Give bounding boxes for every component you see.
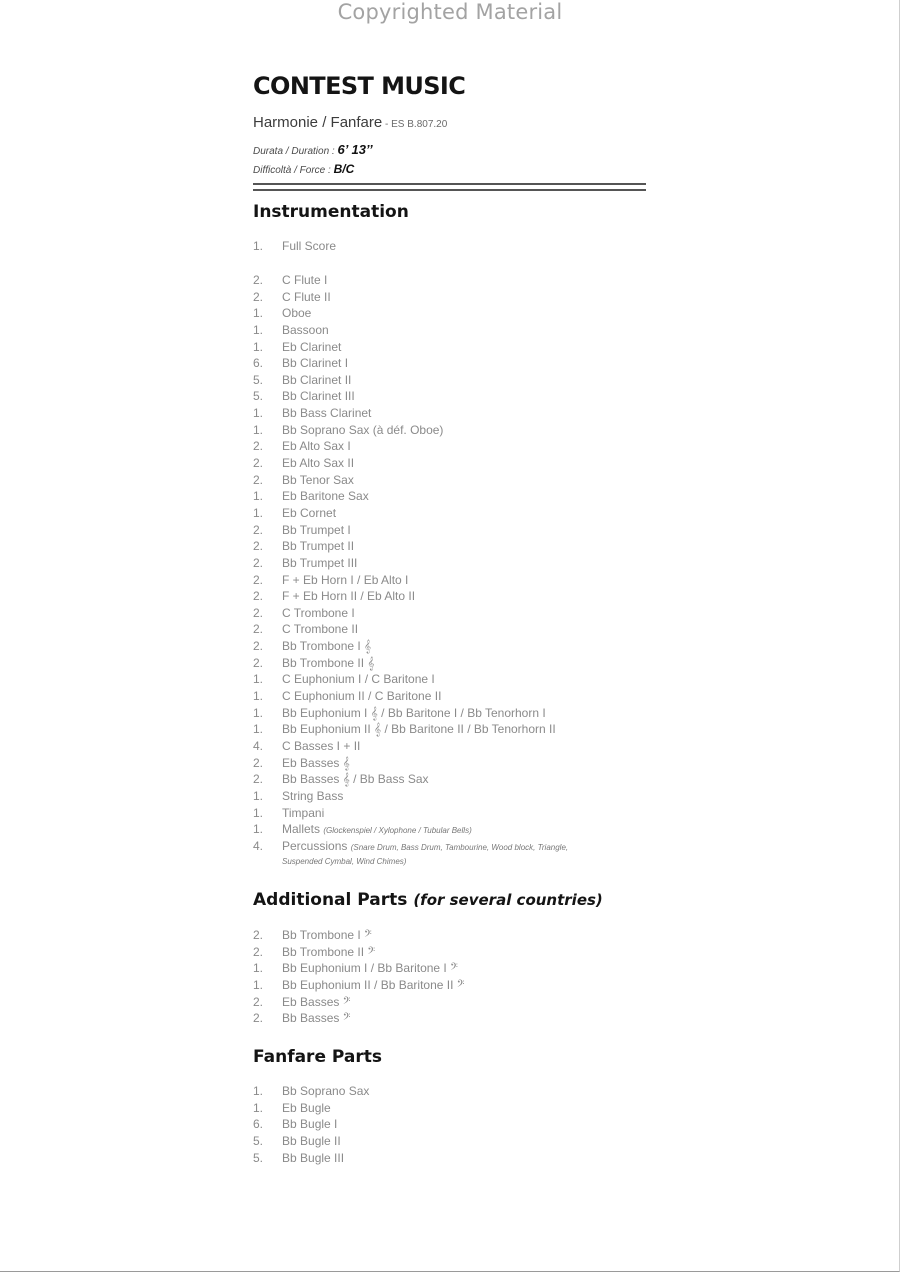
part-quantity: 6. [253, 356, 264, 371]
part-quantity: 1. [253, 406, 264, 421]
part-name-main: Percussions [282, 838, 348, 853]
part-quantity: 2. [253, 639, 264, 654]
part-detail: (Glockenspiel / Xylophone / Tubular Bells) [323, 826, 472, 835]
additional-parts-note: (for several countries) [413, 891, 603, 909]
part-name: F + Eb Horn I / Eb Alto I [282, 572, 409, 587]
part-detail: (Snare Drum, Bass Drum, Tambourine, Wood block, Triangle, [350, 842, 569, 852]
part-name: C Flute II [282, 289, 331, 304]
part-name: C Trombone I [282, 605, 355, 620]
duration-line [253, 142, 373, 157]
part-name: Bb Bugle II [282, 1133, 341, 1148]
edition-label: Harmonie / Fanfare [253, 114, 383, 131]
part-quantity: 1. [253, 239, 264, 253]
catalog-code: ES B.807.20 [391, 119, 448, 130]
part-quantity: 2. [253, 928, 264, 942]
part-name: Eb Basses 𝄞 [282, 755, 350, 770]
part-quantity: 2. [253, 522, 264, 537]
part-name: C Flute I [282, 273, 328, 287]
part-quantity: 1. [253, 689, 264, 704]
part-name: Bb Trombone II 𝄞 [282, 655, 375, 670]
header-divider [253, 189, 646, 191]
part-name: Bb Soprano Sax [282, 1084, 370, 1098]
edition-subtitle [253, 114, 447, 131]
part-quantity: 1. [253, 672, 264, 687]
part-quantity: 5. [253, 372, 264, 387]
part-name: Full Score [282, 239, 337, 253]
additional-parts-heading [253, 890, 603, 910]
part-quantity: 2. [253, 622, 264, 637]
copyright-watermark: Copyrighted Material [337, 0, 563, 24]
part-quantity: 2. [253, 944, 264, 959]
part-quantity: 1. [253, 977, 264, 992]
part-name: Bb Euphonium II 𝄞 / Bb Baritone II / Bb Tenorhorn II [282, 722, 556, 737]
part-quantity: 2. [253, 456, 264, 471]
part-name: Bb Euphonium II / Bb Baritone II 𝄢 [282, 977, 465, 992]
part-name: Eb Alto Sax II [282, 456, 355, 471]
part-name: Bb Bugle I [282, 1117, 338, 1132]
part-quantity: 4. [253, 738, 264, 753]
part-name: Timpani [282, 805, 325, 820]
part-name: Bb Basses 𝄞 / Bb Bass Sax [282, 772, 429, 787]
part-quantity: 2. [253, 539, 264, 554]
part-detail-continued: Suspended Cymbal, Wind Chimes) [282, 856, 407, 866]
instrumentation-heading: Instrumentation [253, 202, 409, 222]
part-quantity: 2. [253, 1011, 264, 1026]
part-quantity: 1. [253, 822, 264, 836]
part-quantity: 1. [253, 1100, 264, 1115]
part-quantity: 2. [253, 273, 264, 287]
part-name: Eb Bugle [282, 1100, 331, 1115]
part-quantity: 2. [253, 472, 264, 487]
part-name: Bb Clarinet I [282, 356, 349, 371]
part-quantity: 4. [253, 838, 264, 853]
part-name: Eb Basses 𝄢 [282, 994, 351, 1009]
part-quantity: 1. [253, 805, 264, 820]
part-name: Bb Trumpet III [282, 555, 358, 570]
part-name: Eb Alto Sax I [282, 439, 351, 454]
part-quantity: 1. [253, 489, 264, 504]
part-name: Bb Clarinet II [282, 372, 352, 387]
part-quantity: 2. [253, 655, 264, 670]
part-quantity: 1. [253, 339, 264, 354]
part-name: Oboe [282, 306, 312, 321]
part-name: Bb Bugle III [282, 1150, 345, 1165]
part-quantity: 2. [253, 289, 264, 304]
part-quantity: 1. [253, 1084, 264, 1098]
part-quantity: 2. [253, 605, 264, 620]
part-name: Bb Euphonium I / Bb Baritone I 𝄢 [282, 961, 458, 976]
part-quantity: 1. [253, 961, 264, 976]
part-quantity: 2. [253, 555, 264, 570]
fanfare-parts-heading: Fanfare Parts [253, 1047, 382, 1067]
part-quantity: 5. [253, 1133, 264, 1148]
part-quantity: 1. [253, 722, 264, 737]
part-name: Bb Euphonium I 𝄞 / Bb Baritone I / Bb Tenorhorn I [282, 705, 546, 720]
difficulty-line [253, 162, 354, 176]
part-name: String Bass [282, 788, 344, 803]
part-name: Bb Trumpet II [282, 539, 355, 554]
part-name: Bb Basses 𝄢 [282, 1011, 351, 1026]
duration-value: 6’ 13’’ [337, 142, 373, 157]
part-quantity: 1. [253, 306, 264, 321]
part-name: Bassoon [282, 322, 329, 337]
page-title: CONTEST MUSIC [253, 72, 466, 100]
part-name: Bb Soprano Sax (à déf. Oboe) [282, 422, 444, 437]
part-quantity: 1. [253, 788, 264, 803]
part-quantity: 1. [253, 422, 264, 437]
additional-parts-title: Additional Parts [253, 890, 408, 910]
difficulty-label: Difficoltà / Force : [253, 165, 331, 176]
part-name: Bb Tenor Sax [282, 472, 354, 487]
part-quantity: 1. [253, 705, 264, 720]
part-name: Bb Trumpet I [282, 522, 351, 537]
part-name: Bb Trombone I 𝄞 [282, 639, 372, 654]
duration-label: Durata / Duration : [253, 146, 335, 157]
part-quantity: 1. [253, 322, 264, 337]
part-name-main: Mallets [282, 822, 321, 836]
part-name: Bb Clarinet III [282, 389, 355, 404]
part-quantity: 6. [253, 1117, 264, 1132]
part-name [282, 821, 472, 839]
part-name: C Trombone II [282, 622, 359, 637]
part-name: C Basses I + II [282, 738, 361, 753]
difficulty-value: B/C [333, 162, 355, 176]
part-name: Bb Bass Clarinet [282, 406, 372, 421]
part-quantity: 2. [253, 589, 264, 604]
part-quantity: 2. [253, 572, 264, 587]
part-name: Bb Trombone II 𝄢 [282, 944, 376, 959]
part-quantity: 2. [253, 994, 264, 1009]
part-quantity: 1. [253, 505, 264, 520]
part-quantity: 2. [253, 439, 264, 454]
part-quantity: 2. [253, 772, 264, 787]
part-quantity: 5. [253, 389, 264, 404]
part-name: Eb Cornet [282, 505, 337, 520]
header-divider [253, 183, 646, 185]
part-quantity: 2. [253, 755, 264, 770]
catalog-separator: - [382, 119, 392, 130]
part-name: Eb Clarinet [282, 339, 342, 354]
part-name: Eb Baritone Sax [282, 489, 369, 504]
part-name: C Euphonium I / C Baritone I [282, 672, 435, 687]
part-quantity: 5. [253, 1150, 264, 1165]
part-name: F + Eb Horn II / Eb Alto II [282, 589, 416, 604]
part-name: Bb Trombone I 𝄢 [282, 928, 372, 942]
part-name: C Euphonium II / C Baritone II [282, 689, 442, 704]
